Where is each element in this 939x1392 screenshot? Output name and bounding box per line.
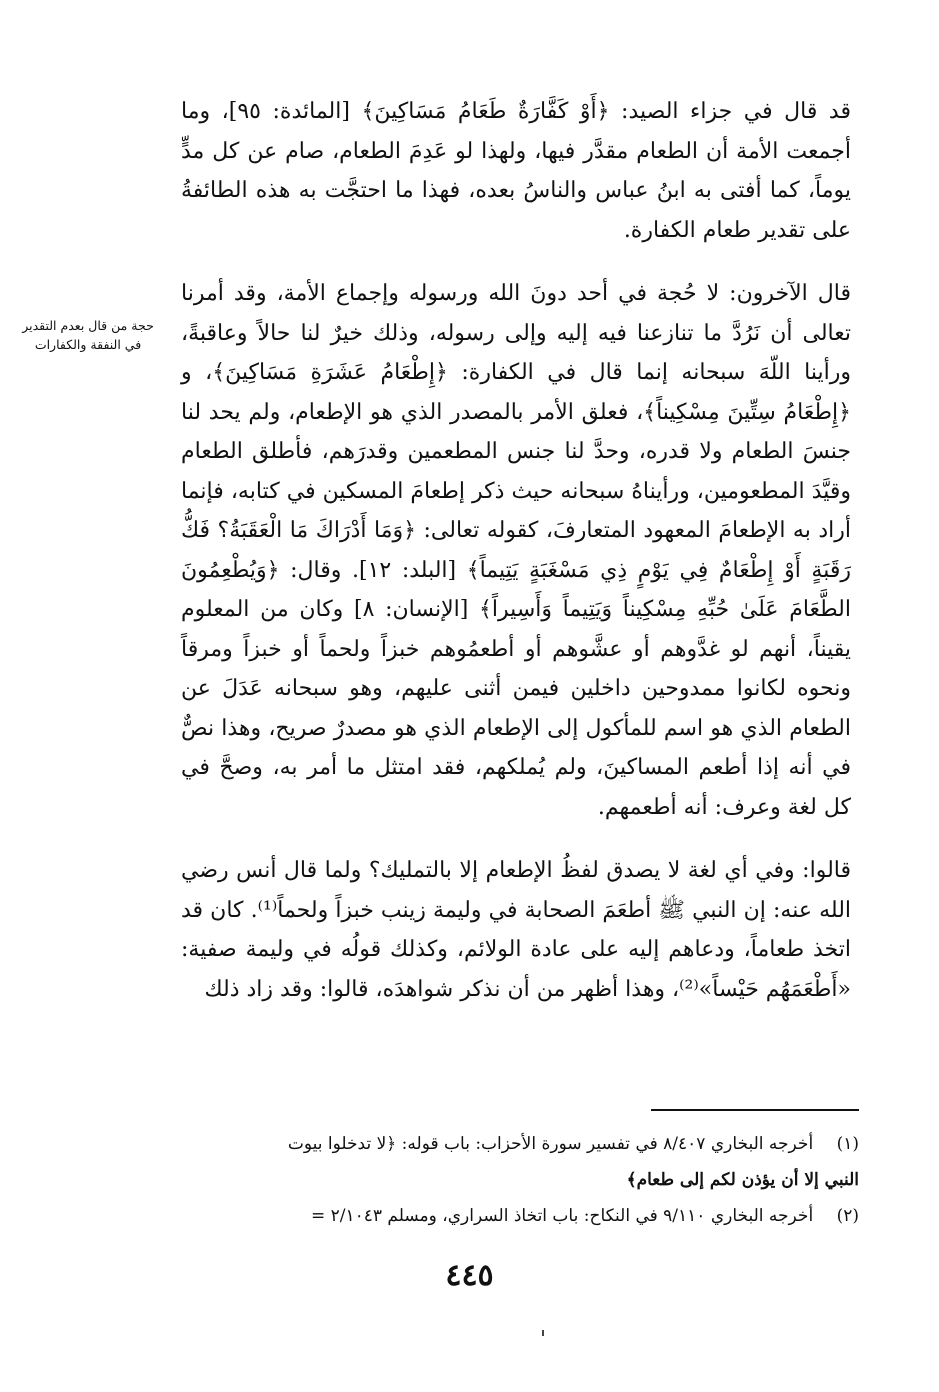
footnote-number: (١) — [836, 1134, 859, 1154]
page-number: ٤٤٥ — [445, 1258, 494, 1293]
footnote-text: أخرجه البخاري ٨/٤٠٧ في تفسير سورة الأحزاب: باب قوله: ﴿لا تدخلوا بيوت — [287, 1134, 814, 1154]
paragraph-3: قالوا: وفي أي لغة لا يصدق لفظُ الإطعام إلا بالتمليك؟ ولما قال أنس رضي الله عنه: إن النبي ﷺ أطعَمَ الصحابة في وليمة زينب خبزاً ولحماً⁽¹⁾. كان قد اتخذ طعاماً، ودعاهم إليه على عادة الولائم، وكذلك قولُه في وليمة صفية: «أَطْعَمَهُم حَيْساً»⁽²⁾، وهذا أظهر من أن نذكر شواهدَه، قالوا: وقد زاد ذلك — [181, 858, 852, 1002]
main-text — [181, 92, 851, 1009]
footnote-2 — [159, 1198, 859, 1234]
scan-speck — [542, 1330, 544, 1336]
footnote-text: أخرجه البخاري ٩/١١٠ في النكاح: باب اتخاذ السراري، ومسلم ٢/١٠٤٣ = — [310, 1206, 814, 1226]
footnote-separator — [651, 1109, 859, 1111]
footnote-1-continuation: النبي إلا أن يؤذن لكم إلى طعام﴾ — [626, 1170, 859, 1190]
paragraph-1: قد قال في جزاء الصيد: ﴿أَوْ كَفَّارَةٌ طَعَامُ مَسَاكِينَ﴾ [المائدة: ٩٥]، وما أجمعت الأمة أن الطعام مقدَّر فيها، ولهذا لو عَدِمَ الطعام، صام عن كل مدٍّ يوماً، كما أفتى به ابنُ عباس والناسُ بعده، فهذا ما احتجَّت به هذه الطائفةُ على تقدير طعام الكفارة. — [181, 99, 851, 243]
margin-note: حجة من قال بعدم التقدير في النفقة والكفارات — [22, 318, 154, 352]
footnote-number: (٢) — [836, 1206, 859, 1226]
paragraph-2: قال الآخرون: لا حُجة في أحد دونَ الله ورسوله وإجماع الأمة، وقد أمرنا تعالى أن نَرُدَّ ما تنازعنا فيه إليه وإلى رسوله، وذلك خيرٌ لنا حالاً وعاقبةً، ورأينا اللّهَ سبحانه إنما قال في الكفارة: ﴿إِطْعَامُ عَشَرَةِ مَسَاكِينَ﴾، و ﴿إِطْعَامُ سِتِّينَ مِسْكِيناً﴾، فعلق الأمر بالمصدر الذي هو الإطعام، ولم يحد لنا جنسَ الطعام ولا قدره، وحدَّ لنا جنس المطعمين وقدرَهم، فأطلق الطعام وقيَّدَ المطعومين، ورأيناهُ سبحانه حيث ذكر إطعامَ المسكين في كتابه، فإنما أراد به الإطعامَ المعهود المتعارفَ، كقوله تعالى: ﴿وَمَا أَدْرَاكَ مَا الْعَقَبَةُ؟ فَكُّ رَقَبَةٍ أَوْ إِطْعَامٌ فِي يَوْمٍ ذِي مَسْغَبَةٍ يَتِيماً﴾ [البلد: ١٢]. وقال: ﴿وَيُطْعِمُونَ الطَّعَامَ عَلَىٰ حُبِّهِ مِسْكِيناً وَيَتِيماً وَأَسِيراً﴾ [الإنسان: ٨] وكان من المعلوم يقيناً، أنهم لو غدَّوهم أو عشَّوهم أو أطعمُوهم خبزاً ولحماً أو خبزاً ومرقاً ونحوه لكانوا ممدوحين داخلين فيمن أثنى عليهم، وهو سبحانه عَدَلَ عن الطعام الذي هو اسم للمأكول إلى الإطعام الذي هو مصدرٌ صريح، وهذا نصٌّ في أنه إذا أطعم المساكينَ، ولم يُملكهم، فقد امتثل ما أمر به، وصحَّ في كل لغة وعرف: أنه أطعمهم. — [181, 281, 852, 820]
footnotes — [159, 1126, 859, 1234]
footnote-1 — [159, 1126, 859, 1162]
